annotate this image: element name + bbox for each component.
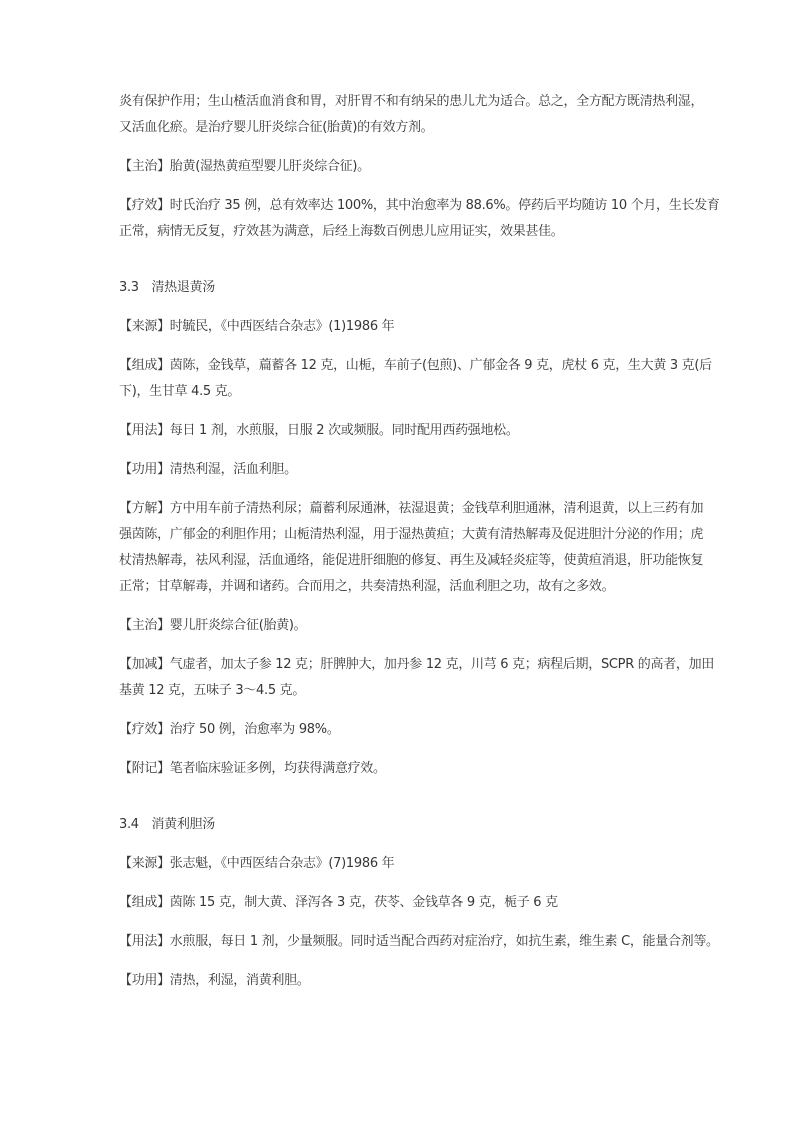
text-line: 基黄 12 克，五味子 3～4.5 克。	[119, 683, 306, 698]
text-line: 【来源】时毓民，《中西医结合杂志》(1)1986 年	[119, 319, 395, 334]
text-line: 【附记】笔者临床验证多例，均获得满意疗效。	[119, 761, 386, 776]
text-line: 【主治】胎黄(湿热黄疸型婴儿肝炎综合征)。	[119, 159, 370, 174]
text-line: 【疗效】治疗 50 例，治愈率为 98%。	[119, 722, 340, 737]
text-line: 【功用】清热，利湿，消黄利胆。	[119, 973, 310, 988]
text-line: 【疗效】时氏治疗 35 例，总有效率达 100%，其中治愈率为 88.6%。停药后平均随访 10 个月，生长发育	[119, 198, 720, 213]
text-line: 又活血化瘀。是治疗婴儿肝炎综合征(胎黄)的有效方剂。	[119, 120, 434, 135]
text-line: 【方解】方中用车前子清热利尿；萹蓄利尿通淋，祛湿退黄；金钱草利胆通淋，清利退黄，以上三药有加	[119, 501, 704, 516]
paragraph-laiyuan-3-3	[119, 314, 681, 340]
text-line: 炎有保护作用；生山楂活血消食和胃，对肝胃不和有纳呆的患儿尤为适合。总之，全方配方既清热利湿，	[119, 94, 704, 109]
paragraph-zucheng-3-4	[119, 890, 681, 916]
paragraph-gongyong-3-4	[119, 968, 681, 994]
paragraph-fuji-3-3	[119, 756, 681, 782]
text-line: 正常；甘草解毒，并调和诸药。合而用之，共奏清热利湿，活血利胆之功，故有之多效。	[119, 579, 615, 594]
text-line: 【组成】茵陈 15 克，制大黄、泽泻各 3 克，茯苓、金钱草各 9 克，栀子 6 克	[119, 895, 558, 910]
section-heading-3-4	[119, 812, 681, 838]
paragraph-liaoxiao-1	[119, 193, 720, 245]
text-line: 【组成】茵陈，金钱草，萹蓄各 12 克，山栀，车前子(包煎)、广郁金各 9 克，虎杖 6 克，生大黄 3 克(后	[119, 358, 712, 373]
text-line: 【主治】婴儿肝炎综合征(胎黄)。	[119, 618, 307, 633]
paragraph-laiyuan-3-4	[119, 851, 681, 877]
paragraph-intro-continuation	[119, 89, 704, 141]
paragraph-zhuzhi-3-3	[119, 613, 681, 639]
text-line: 杖清热解毒，祛风利湿，活血通络，能促进肝细胞的修复、再生及减轻炎症等，使黄疸消退，肝功能恢复	[119, 553, 704, 568]
paragraph-zucheng-3-3	[119, 353, 712, 405]
text-line: 强茵陈，广郁金的利胆作用；山栀清热利湿，用于湿热黄疸；大黄有清热解毒及促进胆汁分泌的作用；虎	[119, 527, 704, 542]
paragraph-gongyong-3-3	[119, 457, 681, 483]
text-line: 【用法】水煎服，每日 1 剂，少量频服。同时适当配合西药对症治疗，如抗生素，维生素 C，能量合剂等。	[119, 934, 719, 949]
text-line: 正常，病情无反复，疗效甚为满意，后经上海数百例患儿应用证实，效果甚佳。	[119, 224, 564, 239]
paragraph-fangjie-3-3	[119, 496, 704, 600]
paragraph-jiajian-3-3	[119, 652, 714, 704]
text-line: 3.3 清热退黄汤	[119, 280, 215, 295]
text-line: 3.4 消黄利胆汤	[119, 817, 215, 832]
paragraph-zhuzhi-1	[119, 154, 681, 180]
document-content	[119, 89, 720, 1007]
text-line: 【加减】气虚者，加太子参 12 克；肝脾肿大，加丹参 12 克，川芎 6 克；病程后期，SCPR 的高者，加田	[119, 657, 714, 672]
text-line: 【来源】张志魁，《中西医结合杂志》(7)1986 年	[119, 856, 395, 871]
text-line: 下)，生甘草 4.5 克。	[119, 384, 241, 399]
section-heading-3-3	[119, 275, 681, 301]
paragraph-liaoxiao-3-3	[119, 717, 681, 743]
paragraph-yongfa-3-3	[119, 418, 681, 444]
paragraph-yongfa-3-4	[119, 929, 719, 955]
text-line: 【功用】清热利湿，活血利胆。	[119, 462, 297, 477]
text-line: 【用法】每日 1 剂，水煎服，日服 2 次或频服。同时配用西药强地松。	[119, 423, 519, 438]
